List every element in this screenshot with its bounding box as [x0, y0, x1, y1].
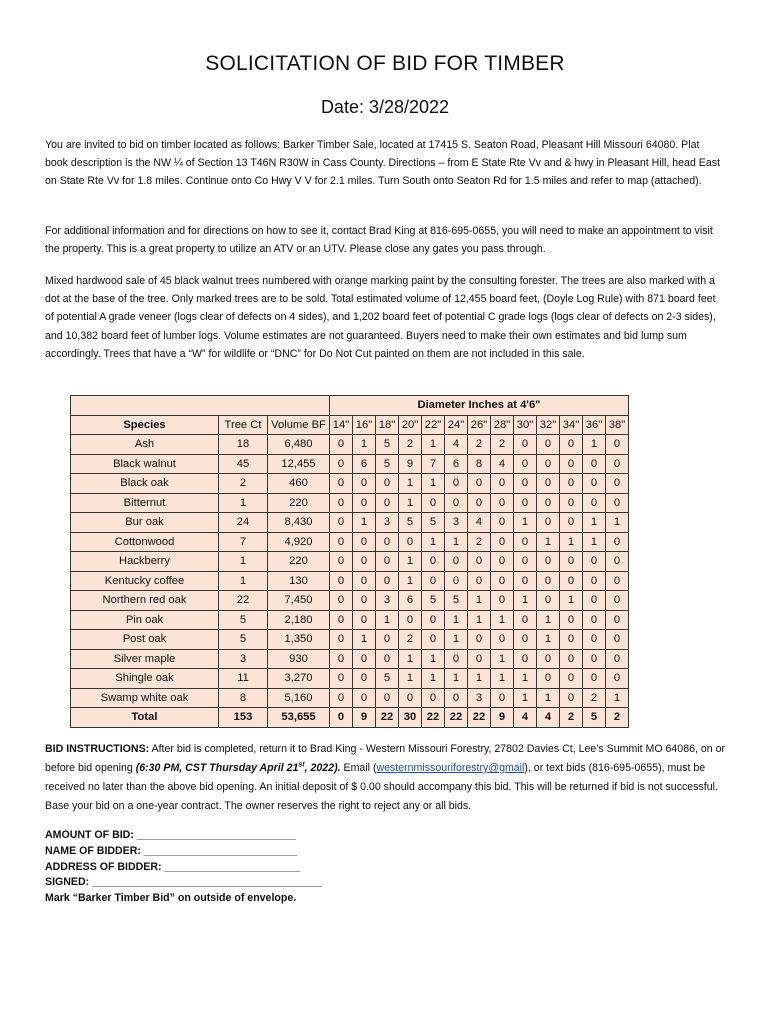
table-cell: 220 — [268, 493, 330, 513]
table-cell: 0 — [330, 610, 353, 630]
table-cell: 0 — [422, 571, 445, 591]
table-cell: 0 — [468, 571, 491, 591]
table-cell: 1 — [606, 513, 629, 533]
species-cell: Swamp white oak — [71, 688, 219, 708]
total-cell: 22 — [468, 708, 491, 728]
table-cell: 0 — [376, 630, 399, 650]
table-cell: 1 — [468, 669, 491, 689]
address-of-bidder-field[interactable]: ADDRESS OF BIDDER: _______________________ — [45, 860, 300, 873]
email-link[interactable]: westernmissouriforestry@gmail — [376, 762, 525, 774]
column-header: 30" — [514, 415, 537, 435]
table-cell: 0 — [491, 552, 514, 572]
table-cell: 8,430 — [268, 513, 330, 533]
table-cell: 0 — [353, 688, 376, 708]
amount-of-bid-field[interactable]: AMOUNT OF BID: ___________________________ — [45, 829, 296, 841]
table-cell: 0 — [514, 552, 537, 572]
bid-instructions-text1: After bid is completed, return it to Brad King - Western Missouri Forestry, 27802 Davies Ct, Lee’s Summit MO 64086, on or before bid opening — [45, 743, 726, 774]
table-row — [71, 649, 629, 669]
table-cell: 5 — [376, 435, 399, 455]
table-cell: 0 — [376, 649, 399, 669]
table-cell: 0 — [330, 474, 353, 494]
table-cell: 1 — [468, 591, 491, 611]
table-cell: 0 — [422, 630, 445, 650]
table-cell: 0 — [606, 591, 629, 611]
table-cell: 0 — [583, 669, 606, 689]
table-row — [71, 513, 629, 533]
table-cell: 1 — [445, 610, 468, 630]
table-cell: 0 — [514, 435, 537, 455]
table-row — [71, 669, 629, 689]
table-cell: 5,160 — [268, 688, 330, 708]
table-cell: 3 — [468, 688, 491, 708]
species-cell: Shingle oak — [71, 669, 219, 689]
table-cell: 0 — [560, 454, 583, 474]
bid-deadline-suffix: st — [298, 761, 305, 769]
table-cell: 0 — [583, 474, 606, 494]
table-cell: 1 — [583, 513, 606, 533]
table-cell: 0 — [330, 552, 353, 572]
table-cell: 0 — [330, 532, 353, 552]
table-cell: 3,270 — [268, 669, 330, 689]
table-cell: 5 — [422, 513, 445, 533]
table-cell: 1 — [491, 669, 514, 689]
column-header: Species — [71, 415, 219, 435]
column-header: 18" — [376, 415, 399, 435]
table-cell: 1 — [399, 571, 422, 591]
table-cell: 5 — [399, 513, 422, 533]
table-cell: 0 — [537, 552, 560, 572]
table-row — [71, 532, 629, 552]
table-cell: 0 — [422, 493, 445, 513]
table-cell: 6 — [353, 454, 376, 474]
table-cell: 1 — [353, 513, 376, 533]
table-cell: 220 — [268, 552, 330, 572]
table-cell: 7 — [422, 454, 445, 474]
table-cell: 9 — [399, 454, 422, 474]
table-cell: 1 — [219, 571, 268, 591]
table-cell: 5 — [219, 630, 268, 650]
table-cell: 0 — [537, 649, 560, 669]
document-title: SOLICITATION OF BID FOR TIMBER — [205, 52, 565, 75]
table-cell: 1 — [422, 649, 445, 669]
table-row — [71, 630, 629, 650]
table-cell: 1 — [514, 591, 537, 611]
table-cell: 0 — [376, 552, 399, 572]
table-cell: 0 — [537, 513, 560, 533]
table-cell: 0 — [537, 493, 560, 513]
table-cell: 1 — [399, 552, 422, 572]
total-cell: 153 — [219, 708, 268, 728]
table-cell: 0 — [491, 688, 514, 708]
species-cell: Black oak — [71, 474, 219, 494]
table-cell: 1 — [537, 610, 560, 630]
table-cell: 3 — [376, 513, 399, 533]
species-cell: Pin oak — [71, 610, 219, 630]
table-cell: 3 — [219, 649, 268, 669]
table-cell: 0 — [514, 571, 537, 591]
table-cell: 0 — [514, 649, 537, 669]
table-cell: 0 — [353, 669, 376, 689]
table-cell: 0 — [537, 669, 560, 689]
table-cell: 0 — [468, 493, 491, 513]
column-header: 28" — [491, 415, 514, 435]
table-cell: 0 — [330, 669, 353, 689]
species-cell: Bur oak — [71, 513, 219, 533]
table-cell: 0 — [330, 649, 353, 669]
sale-location-paragraph: You are invited to bid on timber located as follows: Barker Timber Sale, located at 17415 S. Seaton Road, Pleasant Hill Missouri 64080. Plat book description is the NW ¼ of Section 13 T46N R30W in Cass County. Directions – from E State Rte Vv and & hwy in Pleasant Hill, head East on State Rte Vv for 1.8 miles. Continue onto Co Hwy V V for 2.1 miles. Turn South onto Seaton Rd for 1.5 miles and refer to map (attached). — [45, 139, 720, 188]
table-cell: 1 — [491, 649, 514, 669]
table-cell: 0 — [491, 591, 514, 611]
column-header: 36" — [583, 415, 606, 435]
table-cell: 0 — [445, 688, 468, 708]
table-cell: 0 — [468, 649, 491, 669]
table-cell: 4 — [445, 435, 468, 455]
table-cell: 1 — [537, 532, 560, 552]
table-cell: 1 — [445, 630, 468, 650]
table-cell: 1 — [422, 532, 445, 552]
table-cell: 0 — [606, 435, 629, 455]
table-cell: 8 — [468, 454, 491, 474]
table-cell: 0 — [560, 688, 583, 708]
table-cell: 2 — [219, 474, 268, 494]
table-cell: 1 — [514, 669, 537, 689]
table-cell: 6 — [445, 454, 468, 474]
table-cell: 22 — [219, 591, 268, 611]
table-cell: 0 — [560, 552, 583, 572]
table-cell: 1 — [422, 669, 445, 689]
table-total-row — [71, 708, 629, 728]
table-cell: 45 — [219, 454, 268, 474]
table-cell: 0 — [606, 532, 629, 552]
total-cell: Total — [71, 708, 219, 728]
table-cell: 3 — [445, 513, 468, 533]
table-cell: 2,180 — [268, 610, 330, 630]
table-cell: 0 — [353, 493, 376, 513]
table-cell: 0 — [583, 454, 606, 474]
table-cell: 1 — [445, 532, 468, 552]
table-cell: 0 — [491, 630, 514, 650]
table-cell: 1 — [537, 630, 560, 650]
table-cell: 0 — [560, 669, 583, 689]
table-cell: 1 — [376, 610, 399, 630]
table-group-header-row — [71, 396, 629, 416]
table-cell: 1 — [468, 610, 491, 630]
table-cell: 3 — [376, 591, 399, 611]
table-cell: 1 — [583, 435, 606, 455]
column-header: 16" — [353, 415, 376, 435]
table-cell: 1 — [219, 493, 268, 513]
table-cell: 0 — [491, 532, 514, 552]
table-cell: 8 — [219, 688, 268, 708]
table-cell: 0 — [560, 474, 583, 494]
table-cell: 0 — [514, 474, 537, 494]
table-cell: 0 — [583, 552, 606, 572]
envelope-note: Mark “Barker Timber Bid” on outside of envelope. — [45, 892, 297, 905]
table-cell: 460 — [268, 474, 330, 494]
species-cell: Black walnut — [71, 454, 219, 474]
total-cell: 2 — [560, 708, 583, 728]
table-row — [71, 552, 629, 572]
column-header: 22" — [422, 415, 445, 435]
table-cell: 0 — [583, 610, 606, 630]
column-header: 24" — [445, 415, 468, 435]
table-cell: 0 — [399, 610, 422, 630]
table-cell: 1 — [399, 493, 422, 513]
table-cell: 0 — [445, 493, 468, 513]
signed-field[interactable]: SIGNED: _______________________________________ — [45, 876, 322, 889]
table-cell: 7 — [219, 532, 268, 552]
table-cell: 0 — [606, 474, 629, 494]
table-cell: 4 — [468, 513, 491, 533]
table-cell: 0 — [537, 591, 560, 611]
table-cell: 0 — [560, 513, 583, 533]
total-cell: 30 — [399, 708, 422, 728]
total-cell: 9 — [353, 708, 376, 728]
table-cell: 0 — [606, 493, 629, 513]
table-cell: 0 — [330, 688, 353, 708]
table-cell: 0 — [468, 630, 491, 650]
table-cell: 1 — [606, 688, 629, 708]
table-cell: 0 — [583, 493, 606, 513]
species-cell: Hackberry — [71, 552, 219, 572]
total-cell: 9 — [491, 708, 514, 728]
table-cell: 4 — [491, 454, 514, 474]
sale-description-paragraph: Mixed hardwood sale of 45 black walnut trees numbered with orange marking paint by the consulting forester. The trees are also marked with a dot at the base of the tree. Only marked trees are to be sold. Total estimated volume of 12,455 board feet, (Doyle Log Rule) with 871 board feet of potential A grade veneer (logs clear of defects on 4 sides), and 1,202 board feet of potential C grade logs (logs clear of defects on 2-3 sides), and 10,382 board feet of lumber logs. Volume estimates are not guaranteed. Buyers need to make their own estimates and bid lump sum accordingly. Trees that have a “W” for wildlife or “DNC” for Do Not Cut painted on them are not included in this sale. — [45, 275, 716, 360]
table-cell: 1,350 — [268, 630, 330, 650]
column-header: 38" — [606, 415, 629, 435]
table-cell: 11 — [219, 669, 268, 689]
species-cell: Cottonwood — [71, 532, 219, 552]
table-cell: 0 — [491, 571, 514, 591]
table-cell: 2 — [583, 688, 606, 708]
table-cell: 1 — [353, 630, 376, 650]
table-cell: 5 — [445, 591, 468, 611]
bid-instructions-label: BID INSTRUCTIONS: — [45, 743, 150, 755]
table-row — [71, 454, 629, 474]
table-cell: 0 — [491, 474, 514, 494]
table-row — [71, 493, 629, 513]
species-cell: Northern red oak — [71, 591, 219, 611]
table-cell: 1 — [399, 669, 422, 689]
table-cell: 0 — [560, 435, 583, 455]
table-cell: 0 — [583, 591, 606, 611]
total-cell: 2 — [606, 708, 629, 728]
table-cell: 0 — [445, 649, 468, 669]
table-cell: 2 — [468, 435, 491, 455]
table-cell: 18 — [219, 435, 268, 455]
bid-form — [45, 828, 322, 907]
contact-paragraph: For additional information and for directions on how to see it, contact Brad King at 816-695-0655, you will need to make an appointment to visit the property. This is a great property to utilize an ATV or an UTV. Please close any gates you pass through. — [45, 225, 713, 256]
table-cell: 0 — [537, 454, 560, 474]
table-cell: 0 — [606, 630, 629, 650]
diameter-group-header: Diameter Inches at 4'6" — [330, 396, 629, 416]
column-header: 32" — [537, 415, 560, 435]
table-cell: 0 — [468, 552, 491, 572]
column-header: Tree Ct — [219, 415, 268, 435]
table-cell: 0 — [537, 474, 560, 494]
table-cell: 0 — [353, 552, 376, 572]
table-cell: 0 — [330, 591, 353, 611]
table-row — [71, 610, 629, 630]
total-cell: 4 — [514, 708, 537, 728]
column-header: 14" — [330, 415, 353, 435]
table-cell: 1 — [514, 688, 537, 708]
table-row — [71, 688, 629, 708]
bid-instructions — [45, 740, 725, 816]
total-cell: 22 — [445, 708, 468, 728]
table-cell: 0 — [514, 630, 537, 650]
table-body — [71, 435, 629, 728]
table-cell: 0 — [376, 493, 399, 513]
table-cell: 0 — [537, 435, 560, 455]
table-cell: 24 — [219, 513, 268, 533]
table-cell: 0 — [491, 493, 514, 513]
table-header-row — [71, 415, 629, 435]
table-cell: 1 — [514, 513, 537, 533]
table-cell: 0 — [606, 649, 629, 669]
table-cell: 6,480 — [268, 435, 330, 455]
table-cell: 1 — [422, 474, 445, 494]
table-cell: 0 — [399, 532, 422, 552]
table-cell: 4,920 — [268, 532, 330, 552]
table-cell: 0 — [514, 532, 537, 552]
document-date: Date: 3/28/2022 — [320, 97, 450, 117]
table-cell: 1 — [219, 552, 268, 572]
table-cell: 0 — [353, 591, 376, 611]
table-cell: 0 — [468, 474, 491, 494]
table-cell: 0 — [376, 571, 399, 591]
bid-instructions-text3: ), or text bids (816-695-0655), must be received no later than the above bid opening. An initial deposit of $ 0.00 should accompany this bid. This will be returned if bid is not successful. Base your bid on a one-year contract. The owner reserves the right to reject any or all bids. — [45, 762, 718, 812]
table-cell: 0 — [376, 688, 399, 708]
total-cell: 0 — [330, 708, 353, 728]
table-cell: 1 — [491, 610, 514, 630]
table-cell: 0 — [376, 474, 399, 494]
column-header: 20" — [399, 415, 422, 435]
table-cell: 1 — [353, 435, 376, 455]
timber-inventory-table — [70, 395, 629, 728]
table-cell: 0 — [422, 552, 445, 572]
table-cell: 0 — [560, 630, 583, 650]
table-cell: 5 — [219, 610, 268, 630]
table-row — [71, 435, 629, 455]
table-cell: 1 — [422, 435, 445, 455]
column-header: 34" — [560, 415, 583, 435]
table-cell: 2 — [399, 435, 422, 455]
total-cell: 53,655 — [268, 708, 330, 728]
species-cell: Silver maple — [71, 649, 219, 669]
table-cell: 0 — [353, 649, 376, 669]
table-cell: 0 — [353, 532, 376, 552]
table-cell: 0 — [606, 669, 629, 689]
total-cell: 5 — [583, 708, 606, 728]
table-cell: 0 — [560, 649, 583, 669]
table-cell: 930 — [268, 649, 330, 669]
table-cell: 5 — [376, 669, 399, 689]
table-cell: 0 — [560, 493, 583, 513]
table-cell: 0 — [606, 454, 629, 474]
bid-instructions-text2: Email ( — [340, 762, 377, 774]
table-cell: 0 — [399, 688, 422, 708]
table-cell: 1 — [583, 532, 606, 552]
table-cell: 2 — [468, 532, 491, 552]
table-cell: 1 — [399, 474, 422, 494]
table-cell: 0 — [330, 571, 353, 591]
table-cell: 0 — [330, 454, 353, 474]
table-cell: 0 — [445, 571, 468, 591]
table-cell: 0 — [514, 610, 537, 630]
table-cell: 0 — [606, 552, 629, 572]
bid-deadline-part2: , 2022). — [304, 762, 341, 774]
table-cell: 0 — [606, 571, 629, 591]
column-header: 26" — [468, 415, 491, 435]
total-cell: 4 — [537, 708, 560, 728]
table-cell: 5 — [422, 591, 445, 611]
table-row — [71, 474, 629, 494]
table-cell: 0 — [422, 688, 445, 708]
table-cell: 0 — [491, 513, 514, 533]
column-header: Volume BF — [268, 415, 330, 435]
table-cell: 1 — [560, 532, 583, 552]
table-cell: 1 — [445, 669, 468, 689]
table-cell: 0 — [583, 571, 606, 591]
table-cell: 0 — [445, 552, 468, 572]
table-cell: 5 — [376, 454, 399, 474]
table-cell: 1 — [537, 688, 560, 708]
table-cell: 2 — [491, 435, 514, 455]
table-cell: 0 — [330, 513, 353, 533]
table-cell: 0 — [376, 532, 399, 552]
table-cell: 0 — [330, 630, 353, 650]
table-cell: 0 — [583, 649, 606, 669]
table-cell: 130 — [268, 571, 330, 591]
table-cell: 1 — [399, 649, 422, 669]
bid-deadline-part1: (6:30 PM, CST Thursday April 21 — [135, 762, 299, 774]
table-row — [71, 571, 629, 591]
table-cell: 2 — [399, 630, 422, 650]
table-cell: 0 — [445, 474, 468, 494]
name-of-bidder-field[interactable]: NAME OF BIDDER: __________________________ — [45, 844, 298, 857]
table-cell: 0 — [353, 474, 376, 494]
table-cell: 0 — [330, 435, 353, 455]
table-cell: 0 — [330, 493, 353, 513]
table-row — [71, 591, 629, 611]
species-cell: Post oak — [71, 630, 219, 650]
table-cell: 0 — [537, 571, 560, 591]
table-cell: 12,455 — [268, 454, 330, 474]
table-cell: 7,450 — [268, 591, 330, 611]
table-cell: 6 — [399, 591, 422, 611]
table-cell: 1 — [560, 591, 583, 611]
total-cell: 22 — [422, 708, 445, 728]
table-cell: 0 — [583, 630, 606, 650]
species-cell: Kentucky coffee — [71, 571, 219, 591]
table-cell: 0 — [514, 493, 537, 513]
table-cell: 0 — [560, 610, 583, 630]
table-cell: 0 — [560, 571, 583, 591]
table-cell: 0 — [514, 454, 537, 474]
table-cell: 0 — [353, 610, 376, 630]
total-cell: 22 — [376, 708, 399, 728]
table-cell: 0 — [353, 571, 376, 591]
table-cell: 0 — [606, 610, 629, 630]
table-cell: 0 — [422, 610, 445, 630]
species-cell: Ash — [71, 435, 219, 455]
species-cell: Bitternut — [71, 493, 219, 513]
